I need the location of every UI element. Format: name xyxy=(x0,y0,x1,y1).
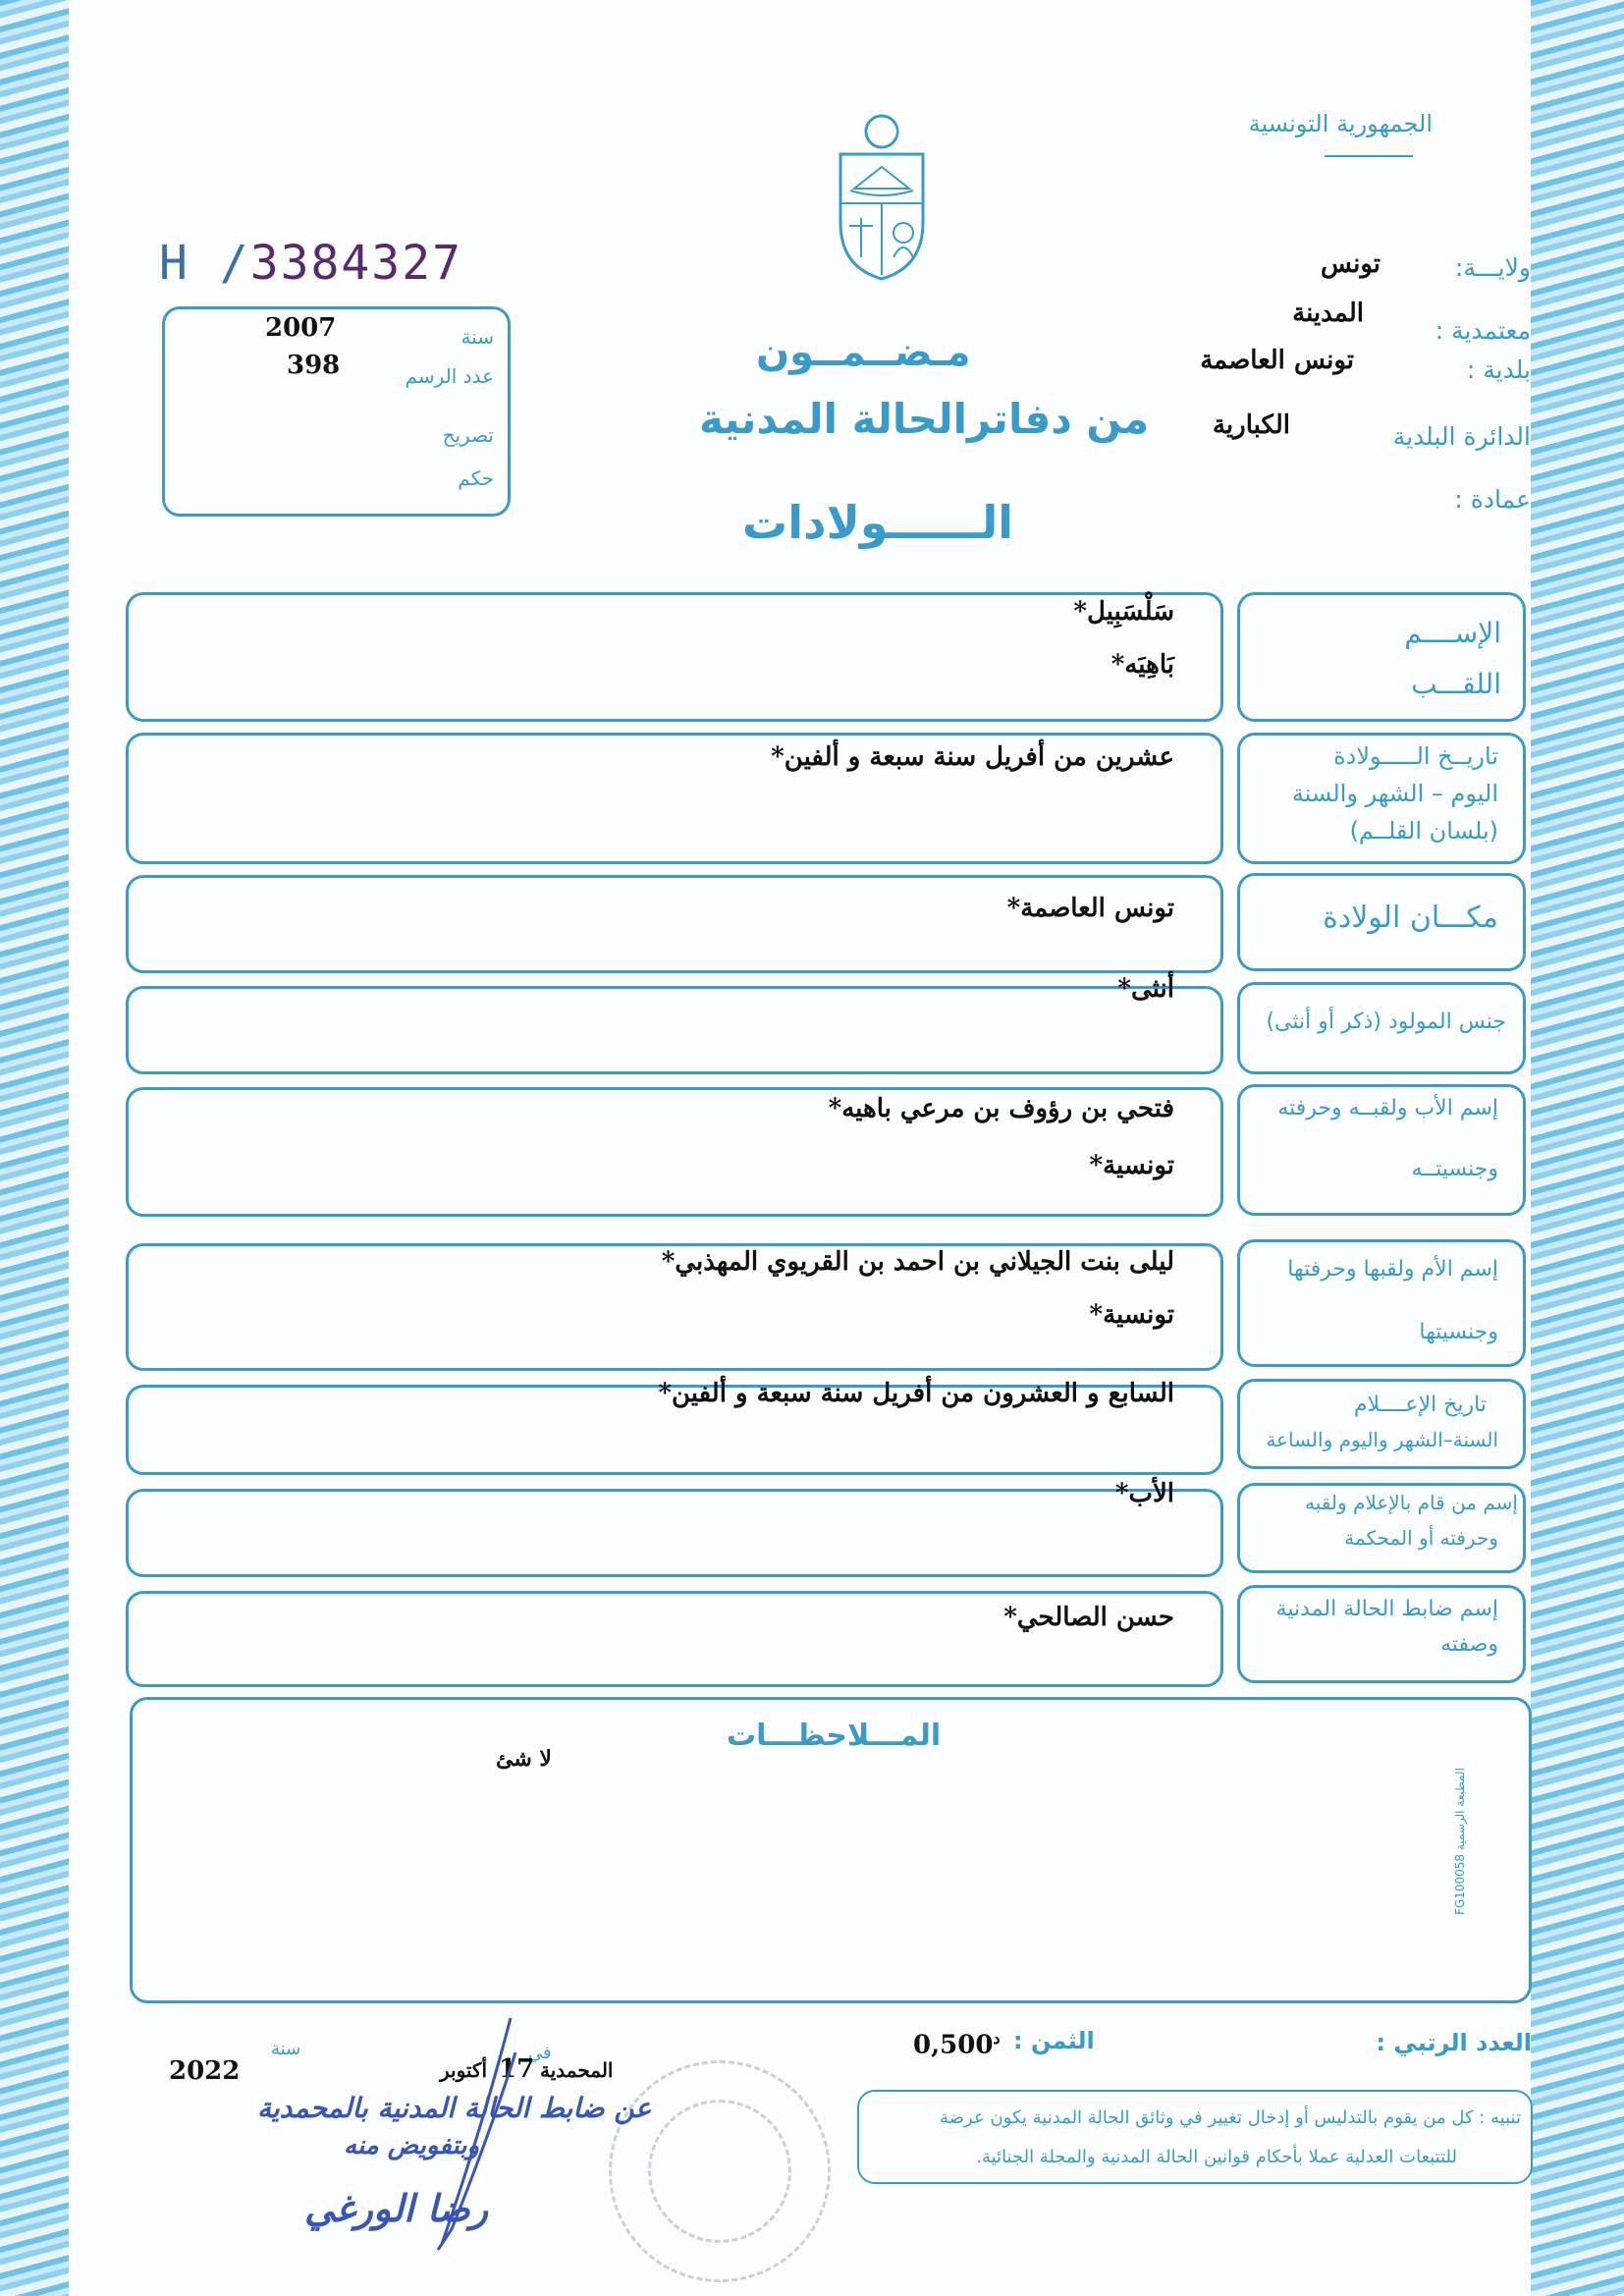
declarant-label: إسم من قام بالإعلام ولقبه xyxy=(1305,1491,1518,1514)
governorate-label: ولايـــة: xyxy=(1454,253,1531,282)
serial-prefix: H / xyxy=(159,236,250,291)
birthdate-label: تاريــخ الـــــولادة xyxy=(1333,742,1498,770)
title-births: الــــــولادات xyxy=(742,496,1014,549)
declaration-date-sublabel: السنة–الشهر واليوم والساعة xyxy=(1266,1428,1498,1451)
signature-line2: وبتفويض منه xyxy=(344,2131,480,2160)
municipal-district-value: الكبارية xyxy=(1212,410,1290,440)
signature-line1: عن ضابط الحالة المدنية بالمحمدية xyxy=(257,2092,652,2124)
judgment-label: حكم xyxy=(458,466,494,490)
surname-label: اللقـــب xyxy=(1411,668,1501,700)
father-label: إسم الأب ولقبــه وحرفته xyxy=(1277,1096,1498,1121)
birthdate-value: عشرين من أفريل سنة سبعة و ألفين * xyxy=(771,742,1174,772)
official-seal-inner xyxy=(648,2100,791,2243)
warning-box xyxy=(857,2090,1533,2184)
year-label: سنة xyxy=(460,325,494,349)
warning-line1: تنبيه : كل من يقوم بالتدليس أو إدخال تغيير في وثائق الحالة المدنية يكون عرضة xyxy=(940,2107,1521,2128)
printer-mark: المطبعة الرسمية FG100058 xyxy=(1453,1768,1467,1915)
signature-name: رضا الورغي xyxy=(304,2186,489,2230)
issue-year: 2022 xyxy=(169,2056,241,2086)
republic-title: الجمهورية التونسية xyxy=(1248,110,1433,137)
declaration-date-value: السابع و العشرون من أفريل سنة سبعة و ألفين * xyxy=(658,1379,1174,1408)
declaration-date-label: تاريخ الإعــــلام xyxy=(1353,1393,1487,1417)
issue-place: المحمدية xyxy=(540,2058,614,2082)
father-nationality-value: تونسية * xyxy=(1090,1151,1175,1180)
serial-digits: 3384327 xyxy=(249,236,462,291)
registrar-label: إسم ضابط الحالة المدنية xyxy=(1275,1597,1498,1621)
row-birthplace-value-box xyxy=(126,875,1223,973)
municipality-value: تونس العاصمة xyxy=(1200,346,1354,375)
father-sublabel: وجنسيتــه xyxy=(1411,1157,1498,1181)
birthdate-note-label: (بلسان القلــم) xyxy=(1349,817,1498,845)
municipal-district-label: الدائرة البلدية xyxy=(1392,422,1531,451)
coat-of-arms-emblem xyxy=(833,110,931,282)
row-name-label-box xyxy=(1237,592,1526,722)
registrar-sublabel: وصفته xyxy=(1440,1632,1498,1657)
year-value: 2007 xyxy=(265,313,337,343)
remarks-title: المـــلاحظـــات xyxy=(727,1719,942,1753)
title-civil-registers: من دفاترالحالة المدنية xyxy=(699,395,1150,443)
governorate-value: تونس xyxy=(1320,249,1380,279)
sex-label: جنس المولود (ذكر أو أنثى) xyxy=(1266,1010,1506,1034)
warning-line2: للتتبعات العدلية عملا بأحكام قوانين الحالة المدنية والمجلة الجنائية. xyxy=(976,2147,1457,2167)
issue-year-label: سنة xyxy=(271,2039,301,2059)
mother-nationality-value: تونسية * xyxy=(1090,1300,1175,1330)
delegation-value: المدينة xyxy=(1292,299,1364,328)
price-unit: د xyxy=(993,2029,1001,2048)
remarks-value: لا شئ xyxy=(496,1746,552,1772)
issue-month: أكتوبر xyxy=(440,2058,488,2082)
sector-label: عمادة : xyxy=(1454,485,1531,514)
left-guilloche-border xyxy=(0,0,69,2296)
right-guilloche-border xyxy=(1531,0,1624,2296)
row-sex-value-box xyxy=(126,986,1223,1074)
serial-number xyxy=(159,236,462,291)
first-name-label: الإســــم xyxy=(1404,617,1501,649)
signature-scribble xyxy=(422,2013,530,2259)
declarant-value: الأب * xyxy=(1115,1479,1174,1508)
registrar-value: حسن الصالحي * xyxy=(1003,1603,1174,1632)
record-number-label: عدد الرسم xyxy=(405,364,494,388)
republic-underline xyxy=(1325,155,1413,157)
row-name-value-box xyxy=(126,592,1223,722)
mother-sublabel: وجنسيتها xyxy=(1419,1320,1498,1344)
birthdate-sublabel: اليوم – الشهر والسنة xyxy=(1291,780,1498,807)
record-number-value: 398 xyxy=(287,351,341,380)
father-name-value: فتحي بن رؤوف بن مرعي باهيه * xyxy=(829,1094,1174,1123)
surname-value: بَاهِيَه * xyxy=(1111,650,1174,680)
birthplace-label: مكـــان الولادة xyxy=(1323,901,1498,935)
price-value xyxy=(913,2029,1001,2060)
issue-in-word: في xyxy=(528,2043,552,2063)
title-content: مـضــمــون xyxy=(756,330,971,375)
delegation-label: معتمدية : xyxy=(1435,316,1531,345)
row-declarant-value-box xyxy=(126,1489,1223,1577)
price-label: الثمن : xyxy=(1013,2027,1095,2054)
sex-value: أنثى * xyxy=(1117,974,1174,1004)
birthplace-value: تونس العاصمة * xyxy=(1007,894,1174,923)
declaration-label: تصريح xyxy=(442,423,494,447)
price-amount: 0,500 xyxy=(913,2030,994,2060)
issue-day: 17 xyxy=(499,2054,535,2084)
declarant-sublabel: وحرفته أو المحكمة xyxy=(1344,1526,1498,1550)
mother-label: إسم الأم ولقبها وحرفتها xyxy=(1287,1257,1498,1282)
first-name-value: سَلْسَبِيل * xyxy=(1073,597,1174,627)
serial-number-label: العدد الرتبي : xyxy=(1376,2029,1532,2056)
municipality-label: بلدية : xyxy=(1466,355,1531,384)
mother-name-value: ليلى بنت الجيلاني بن احمد بن القريوي المهذبي * xyxy=(662,1247,1174,1277)
register-box xyxy=(162,306,511,517)
